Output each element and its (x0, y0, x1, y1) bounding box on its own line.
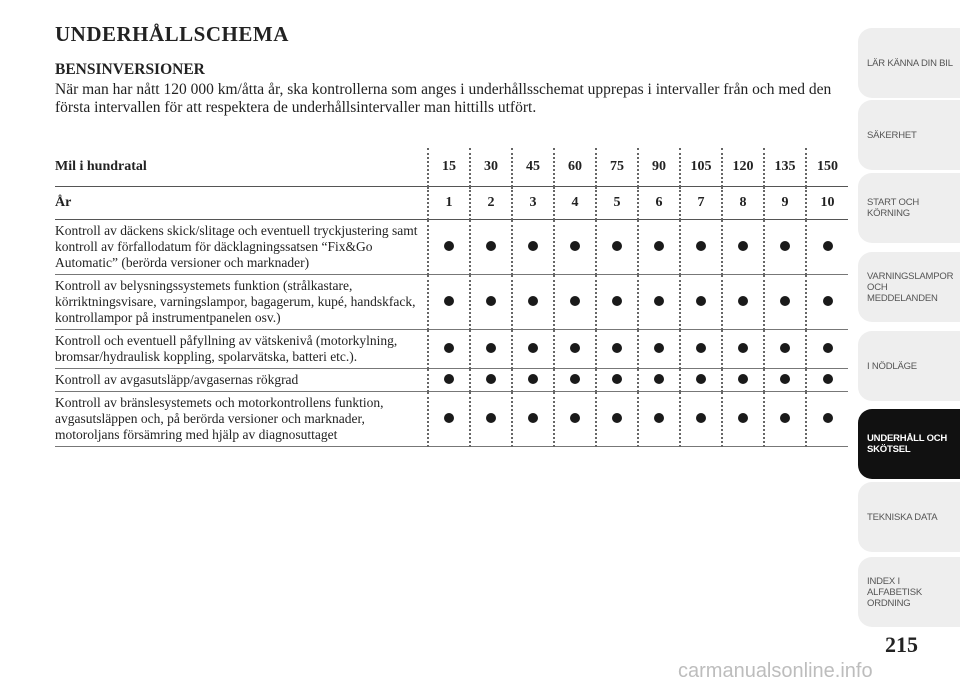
check-dot-icon (570, 296, 580, 306)
check-dot-icon (738, 343, 748, 353)
interval-cell (722, 392, 764, 447)
check-dot-icon (654, 296, 664, 306)
interval-cell (722, 330, 764, 369)
interval-cell (806, 392, 848, 447)
mileage-header-label: Mil i hundratal (55, 159, 147, 174)
check-dot-icon (486, 374, 496, 384)
table-row (55, 330, 848, 369)
sidebar-tab-label: TEKNISKA DATA (867, 511, 938, 523)
check-dot-icon (780, 374, 790, 384)
check-dot-icon (528, 413, 538, 423)
interval-cell (680, 369, 722, 392)
interval-cell (764, 275, 806, 330)
check-dot-icon (780, 296, 790, 306)
sidebar-tab[interactable] (858, 173, 960, 243)
interval-cell (554, 392, 596, 447)
mileage-cell: 150 (806, 148, 848, 187)
interval-cell (638, 369, 680, 392)
check-dot-icon (486, 296, 496, 306)
mileage-cell: 105 (680, 148, 722, 187)
check-dot-icon (696, 296, 706, 306)
interval-cell (764, 220, 806, 275)
mileage-cell: 15 (428, 148, 470, 187)
interval-cell (470, 275, 512, 330)
check-dot-icon (654, 413, 664, 423)
year-cell: 7 (680, 187, 722, 220)
check-dot-icon (654, 374, 664, 384)
mileage-header-row (55, 148, 848, 187)
year-cell: 2 (470, 187, 512, 220)
interval-cell (764, 369, 806, 392)
check-dot-icon (780, 343, 790, 353)
check-dot-icon (780, 241, 790, 251)
check-description: Kontroll av belysningssystemets funktion (strålkastare, körriktningsvisare, varningslampor, bagagerum, kupé, handskfack, kontrollampor på instrumentpanelen osv.) (55, 275, 428, 330)
interval-cell (554, 330, 596, 369)
sidebar-tab[interactable] (858, 100, 960, 170)
interval-cell (470, 369, 512, 392)
mileage-cell: 60 (554, 148, 596, 187)
sidebar-tab-label: LÄR KÄNNA DIN BIL (867, 57, 953, 69)
check-dot-icon (444, 296, 454, 306)
check-dot-icon (570, 241, 580, 251)
interval-cell (428, 330, 470, 369)
sidebar-tab[interactable] (858, 409, 960, 479)
interval-cell (554, 220, 596, 275)
check-dot-icon (444, 374, 454, 384)
check-dot-icon (486, 343, 496, 353)
check-dot-icon (696, 374, 706, 384)
sidebar-tab[interactable] (858, 28, 960, 98)
check-dot-icon (823, 343, 833, 353)
check-dot-icon (486, 413, 496, 423)
interval-cell (470, 220, 512, 275)
interval-cell (428, 369, 470, 392)
sidebar-tab[interactable] (858, 482, 960, 552)
interval-cell (638, 275, 680, 330)
check-dot-icon (486, 241, 496, 251)
interval-cell (680, 220, 722, 275)
check-dot-icon (696, 343, 706, 353)
interval-cell (470, 392, 512, 447)
interval-cell (428, 220, 470, 275)
check-description: Kontroll av bränslesystemets och motorkontrollens funktion, avgasutsläppen och, på berörda versioner och marknader, motoroljans försämring med hjälp av diagnosuttaget (55, 392, 428, 447)
check-dot-icon (612, 296, 622, 306)
year-header-row (55, 187, 848, 220)
sidebar-tab[interactable] (858, 252, 960, 322)
check-dot-icon (823, 413, 833, 423)
interval-cell (806, 220, 848, 275)
table-row (55, 392, 848, 447)
interval-cell (806, 330, 848, 369)
table-body (55, 220, 848, 447)
year-cell: 10 (806, 187, 848, 220)
sidebar-tab[interactable] (858, 557, 960, 627)
mileage-cell: 90 (638, 148, 680, 187)
table-row (55, 369, 848, 392)
sidebar-tab-label: UNDERHÅLL OCH SKÖTSEL (867, 433, 948, 455)
page-number: 215 (885, 632, 918, 657)
check-dot-icon (570, 343, 580, 353)
year-cell: 6 (638, 187, 680, 220)
check-dot-icon (738, 241, 748, 251)
check-dot-icon (696, 241, 706, 251)
sidebar-tab-label: VARNINGSLAMPOR OCH MEDDELANDEN (867, 270, 954, 304)
check-dot-icon (654, 343, 664, 353)
interval-cell (680, 330, 722, 369)
interval-cell (512, 275, 554, 330)
year-cell: 8 (722, 187, 764, 220)
interval-cell (722, 369, 764, 392)
check-dot-icon (823, 241, 833, 251)
interval-cell (638, 220, 680, 275)
sidebar-tab-label: INDEX I ALFABETISK ORDNING (867, 575, 923, 609)
check-dot-icon (528, 296, 538, 306)
interval-cell (638, 330, 680, 369)
interval-cell (680, 275, 722, 330)
interval-cell (722, 275, 764, 330)
check-dot-icon (780, 413, 790, 423)
mileage-cell: 135 (764, 148, 806, 187)
sidebar-tab-label: SÄKERHET (867, 129, 917, 141)
check-dot-icon (823, 374, 833, 384)
interval-cell (638, 392, 680, 447)
interval-cell (428, 275, 470, 330)
interval-cell (764, 330, 806, 369)
interval-cell (512, 330, 554, 369)
interval-cell (764, 392, 806, 447)
check-dot-icon (570, 374, 580, 384)
maintenance-table (55, 148, 848, 447)
check-dot-icon (444, 413, 454, 423)
interval-cell (470, 330, 512, 369)
interval-cell (806, 275, 848, 330)
check-description: Kontroll av avgasutsläpp/avgasernas rökgrad (55, 369, 428, 392)
sidebar-tab-label: START OCH KÖRNING (867, 197, 920, 219)
interval-cell (722, 220, 764, 275)
check-dot-icon (612, 343, 622, 353)
check-dot-icon (612, 374, 622, 384)
check-description: Kontroll och eventuell påfyllning av vätskenivå (motorkylning, bromsar/hydraulisk koppling, spolarvätska, batteri etc.). (55, 330, 428, 369)
page-title: UNDERHÅLLSCHEMA (55, 22, 289, 46)
check-dot-icon (738, 296, 748, 306)
check-dot-icon (696, 413, 706, 423)
section-subtitle: BENSINVERSIONER (55, 61, 205, 78)
year-cell: 4 (554, 187, 596, 220)
interval-cell (554, 275, 596, 330)
check-dot-icon (823, 296, 833, 306)
check-dot-icon (528, 241, 538, 251)
interval-cell (596, 330, 638, 369)
check-dot-icon (444, 241, 454, 251)
year-cell: 5 (596, 187, 638, 220)
year-cell: 9 (764, 187, 806, 220)
interval-cell (680, 392, 722, 447)
check-description: Kontroll av däckens skick/slitage och eventuell tryckjustering samt kontroll av förfallodatum för däcklagningssatsen “Fix&Go Automatic” (berörda versioner och marknader) (55, 220, 428, 275)
check-dot-icon (570, 413, 580, 423)
check-dot-icon (612, 413, 622, 423)
sidebar-tab[interactable] (858, 331, 960, 401)
interval-cell (428, 392, 470, 447)
check-dot-icon (654, 241, 664, 251)
table-row (55, 220, 848, 275)
year-cell: 1 (428, 187, 470, 220)
year-cell: 3 (512, 187, 554, 220)
watermark: carmanualsonline.info (678, 660, 873, 682)
mileage-cell: 120 (722, 148, 764, 187)
interval-cell (596, 392, 638, 447)
check-dot-icon (528, 374, 538, 384)
intro-paragraph: När man har nått 120 000 km/åtta år, ska kontrollerna som anges i underhållsschemat upprepas i intervaller från och med den första intervallen för att respektera de underhållsintervaller man hittills utfört. (55, 81, 832, 116)
interval-cell (596, 369, 638, 392)
year-header-label: År (55, 187, 428, 220)
interval-cell (512, 220, 554, 275)
interval-cell (596, 220, 638, 275)
table-row (55, 275, 848, 330)
check-dot-icon (444, 343, 454, 353)
mileage-cell: 45 (512, 148, 554, 187)
interval-cell (512, 392, 554, 447)
interval-cell (806, 369, 848, 392)
check-dot-icon (738, 413, 748, 423)
interval-cell (554, 369, 596, 392)
sidebar-tab-label: I NÖDLÄGE (867, 360, 917, 372)
interval-cell (512, 369, 554, 392)
mileage-cell: 30 (470, 148, 512, 187)
check-dot-icon (528, 343, 538, 353)
interval-cell (596, 275, 638, 330)
check-dot-icon (738, 374, 748, 384)
mileage-cell: 75 (596, 148, 638, 187)
check-dot-icon (612, 241, 622, 251)
